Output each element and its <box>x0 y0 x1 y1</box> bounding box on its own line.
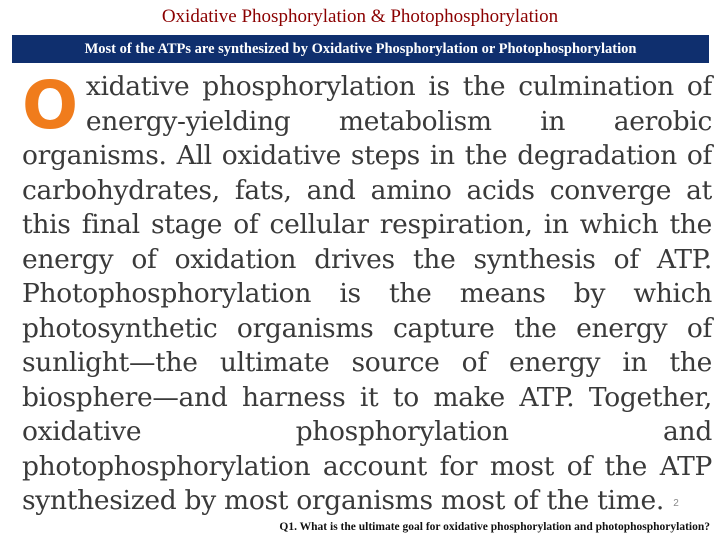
drop-cap-letter: O <box>22 67 78 144</box>
slide-title: Oxidative Phosphorylation & Photophosphorylation <box>161 6 559 27</box>
paragraph-text: xidative phosphorylation is the culmination of energy-yielding metabolism in aerobic organisms. All oxidative steps in the degradation of carbohydrates, fats, and amino acids converge at this final stage of cellular respiration, in which the energy of oxidation drives the synthesis of ATP. Photophosphorylation is the means by which photosynthetic organisms capture the energy of sunlight—the ultimate source of energy in the biosphere—and harness it to make ATP. Together, oxidative phosphorylation and photophosphorylation account for most of the ATP synthesized by most organisms most of the time. <box>22 71 712 516</box>
body-paragraph <box>22 67 712 519</box>
question-text: Q1. What is the ultimate goal for oxidative phosphorylation and photophosphorylation? <box>279 521 710 533</box>
page-number: 2 <box>673 498 679 509</box>
subtitle-banner: Most of the ATPs are synthesized by Oxidative Phosphorylation or Photophosphorylation <box>12 35 709 63</box>
